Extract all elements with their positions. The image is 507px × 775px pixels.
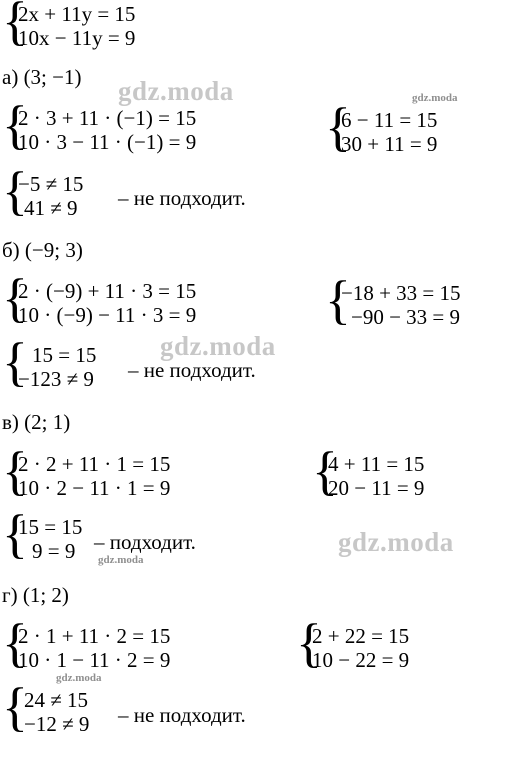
- part-d-comp-1: 2 + 22 = 15: [312, 624, 410, 648]
- brace-icon: {: [296, 613, 322, 673]
- part-c-sub-2: 10 · 2 − 11 · 1 = 9: [18, 476, 171, 500]
- part-a-comp-1: 6 − 11 = 15: [341, 108, 438, 132]
- part-d-sub-1: 2 · 1 + 11 · 2 = 15: [18, 624, 171, 648]
- part-c-verdict: – подходит.: [94, 530, 196, 554]
- part-d-verdict: – не подходит.: [118, 703, 246, 727]
- brace-icon: {: [2, 161, 28, 221]
- part-a-res-2: 41 ≠ 9: [24, 196, 78, 220]
- brace-icon: {: [2, 504, 28, 564]
- part-a-label: а) (3; −1): [2, 65, 82, 89]
- brace-icon: {: [325, 270, 351, 330]
- part-d-res-1: 24 ≠ 15: [24, 688, 89, 712]
- watermark-logo: gdz.moda: [118, 76, 234, 106]
- brace-icon: {: [312, 441, 338, 501]
- part-b-comp-1: −18 + 33 = 15: [341, 281, 461, 305]
- brace-icon: {: [2, 613, 28, 673]
- part-b-label: б) (−9; 3): [2, 238, 83, 262]
- brace-icon: {: [2, 441, 28, 501]
- watermark-logo: gdz.moda: [338, 527, 454, 557]
- part-c-res-1: 15 = 15: [18, 515, 83, 539]
- watermark-logo: gdz.moda: [98, 554, 144, 566]
- part-b-sub-2: 10 · (−9) − 11 · 3 = 9: [18, 303, 197, 327]
- part-c-label: в) (2; 1): [2, 410, 71, 434]
- brace-icon: {: [2, 95, 28, 155]
- brace-icon: {: [325, 97, 351, 157]
- watermark-logo: gdz.moda: [56, 672, 102, 684]
- brace-icon: {: [2, 332, 28, 392]
- part-a-comp-2: 30 + 11 = 9: [341, 132, 438, 156]
- part-b-res-2: −123 ≠ 9: [18, 367, 94, 391]
- watermark-logo: gdz.moda: [412, 92, 458, 104]
- part-a-sub-2: 10 · 3 − 11 · (−1) = 9: [18, 130, 197, 154]
- part-c-res-2: 9 = 9: [32, 539, 76, 563]
- part-a-res-1: −5 ≠ 15: [18, 172, 84, 196]
- part-c-comp-1: 4 + 11 = 15: [328, 452, 425, 476]
- part-d-res-2: −12 ≠ 9: [24, 712, 90, 736]
- brace-icon: {: [2, 677, 28, 737]
- part-d-sub-2: 10 · 1 − 11 · 2 = 9: [18, 648, 171, 672]
- brace-icon: {: [2, 268, 28, 328]
- problem-equation-2: 10x − 11y = 9: [18, 26, 136, 50]
- part-d-label: г) (1; 2): [2, 583, 69, 607]
- part-b-comp-2: −90 − 33 = 9: [351, 305, 461, 329]
- part-c-sub-1: 2 · 2 + 11 · 1 = 15: [18, 452, 171, 476]
- problem-equation-1: 2x + 11y = 15: [18, 2, 136, 26]
- part-b-res-1: 15 = 15: [32, 343, 97, 367]
- part-a-sub-1: 2 · 3 + 11 · (−1) = 15: [18, 106, 197, 130]
- part-a-verdict: – не подходит.: [118, 186, 246, 210]
- part-b-verdict: – не подходит.: [128, 358, 256, 382]
- part-b-sub-1: 2 · (−9) + 11 · 3 = 15: [18, 279, 197, 303]
- part-c-comp-2: 20 − 11 = 9: [328, 476, 425, 500]
- brace-icon: {: [2, 0, 28, 51]
- watermark-logo: gdz.moda: [160, 331, 276, 361]
- part-d-comp-2: 10 − 22 = 9: [312, 648, 410, 672]
